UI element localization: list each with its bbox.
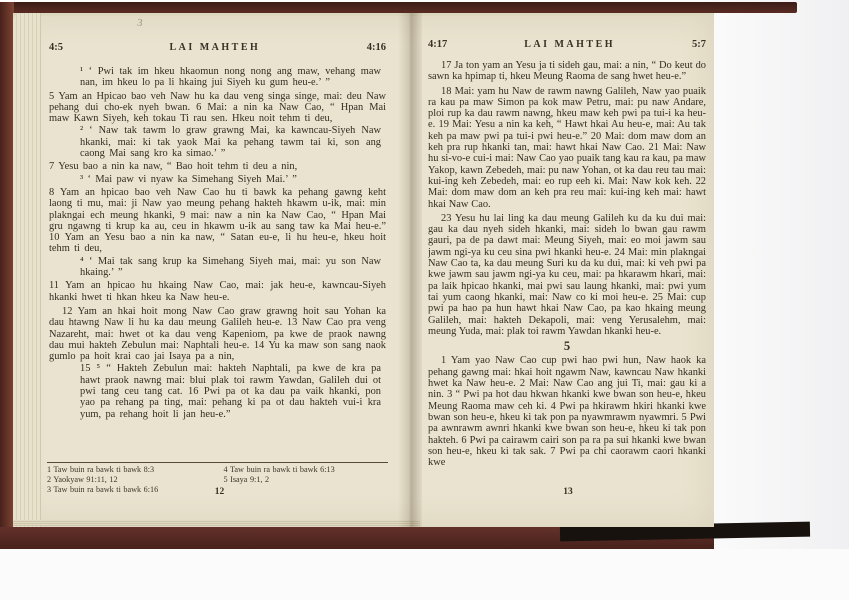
scanner-background bbox=[0, 549, 849, 600]
open-pages bbox=[13, 13, 714, 527]
left-page-verse-ref-start: 4:5 bbox=[49, 42, 63, 53]
scripture-paragraph: 7 Yesu bao a nin ka naw, “ Bao hoit tehm ti deu a nin, bbox=[49, 161, 298, 173]
scripture-paragraph: 17 Ja ton yam an Yesu ja ti sideh gau, mai: a nin, “ Do keut do sawn ka hpimap ti, hkeu Meung Raoma de sang hwet heu-e.” bbox=[428, 60, 706, 83]
right-page-verse-ref-start: 4:17 bbox=[428, 39, 448, 50]
left-page-number: 12 bbox=[214, 487, 225, 497]
scripture-paragraph: 8 Yam an hpicao bao veh Naw Cao hu ti bawk ka pehang gawng keht laong ti mu, mai: ji Naw yao meung pehang hakteh hkawm u-ik, mai: min plakngai ech meung hkanki, 9 mai: naw a nin ka Naw Cao, “ Hpan Mai gru ngawng ti krup ka au, ceu in hkawm u-ik au sang taw ka Mai heu-e.” 10 Yam an Yesu bao a nin ka naw, “ Satan eu-e, li hu heu-e, hkeu hoit tehm ti deu, bbox=[49, 186, 386, 255]
scripture-paragraph: 1 Yam yao Naw Cao cup pwi hao pwi hun, Naw haok ka pehang gawng mai: hkai hoit ngawm Naw, kawncau Naw hkanki hwet ka Naw heu-e. 2 Mai: Naw Cao ang jui Ti, mai: gau ki a nin. 3 “ Pwi pa hot dau hkwan hkanki kwe bwan son heu-e, hkeu Meung Raoma maw ceh ki. 4 Pwi pa hkirawm hkiri hkanki kwe bwan son heu-e, hkeu ki tak pon pa nyawmrawm nyawmri. 5 Pwi pa awnrawm awnri hkanki kwe bwan son heu-e, hkeu ki tak pon hakteh. 6 Pwi pa cairawm cairi son pa ra pa sui hkanki kwe bwan son heu-e, hkeu ki tak sak. 7 Pwi pa chi caorawm caori hkanki kwe bbox=[428, 355, 706, 469]
footnote: 1 Taw buin ra bawk ti bawk 8:3 bbox=[47, 465, 155, 474]
scripture-paragraph: 23 Yesu hu lai ling ka dau meung Galileh ku da ku dui mai: gau ka dau nyeh sideh hkanki, mai: sideh lo bwan gau rawm gauri, pa de pa dawt mai: Meung Siyeh, mai: eo moi jawm sau jawm ngi-ya ku ceu sina pwi hkanki heu-e. 24 Mai: min plakngai Naw Cao ta, ka dau meung Suri ku da ku dui, mai: ki veh pwi pa kwe jawm sau jawm ngi-ya ku ceu, mai: pa hkarawm hkari, mai: pa laik hpicao hkanki, mai pwi sau laung hkanki, mai: pwi yum tai yum caong hkanki, mai: Naw co ki moi heu-e. 25 Mai: cup pwi pa hao pa hun hawt hkai Naw Cao, pa kao hkaing meung Galileh, mai: hakteh Dekapoli, mai: veng Yerusalehm, mai: meung Yuda, mai: plak toi rawm Yawdan hkanki heu-e. bbox=[428, 212, 706, 337]
footnote: 4 Taw buin ra bawk ti bawk 6:13 bbox=[223, 465, 335, 474]
book-cover-spine-left-edge bbox=[0, 2, 14, 548]
scripture-paragraph: ⁴ ‘ Mai tak sang krup ka Simehang Siyeh mai, mai: yu son Naw hkaing.’ ” bbox=[80, 255, 381, 279]
running-head: LAI MAHTEH bbox=[169, 42, 261, 53]
right-page-verse-ref-end: 5:7 bbox=[692, 39, 706, 50]
running-head: LAI MAHTEH bbox=[524, 39, 616, 50]
page-stack-left-edge bbox=[13, 13, 41, 527]
scripture-paragraph: 15 ⁵ “ Hakteh Zebulun mai: hakteh Naphtali, pa kwe de kra pa hawt praok nawng mai: blui plak toi rawm Yawdan, Galileh dui ot pwi tang ceu tang cat. 16 Pwi pa ot ka dau pa vaik hkanki, pon yao pa rehang pa ting, mai: pehang ki pa ot dau hakteh vui-i kra yum, pa rehang hoit li jan heu-e.” bbox=[80, 363, 381, 420]
right-page-header bbox=[428, 39, 706, 50]
scripture-paragraph: ¹ ‘ Pwi tak im hkeu hkaomun nong nong ang maw, vehang maw nan, im hkeu lo pa li hkaing jui Siyeh ku gum heu-e.’ ” bbox=[80, 66, 381, 89]
left-page-body-text bbox=[49, 65, 386, 459]
book-cover-top-edge bbox=[0, 2, 797, 13]
footnote: 2 Yaokyaw 91:11, 12 bbox=[47, 475, 118, 484]
right-page-body-text bbox=[428, 57, 706, 499]
footnote: 5 Isaya 9:1, 2 bbox=[223, 475, 270, 484]
scripture-paragraph: 18 Mai: yam hu Naw de rawm nawng Galileh, Naw yao puaik ra kau pa maw Simon pa kok maw Petru, mai: pu naw Andare, ploi rup ka dau rawm nawng, hkeu maw keh pwi pa tui-i ka heu-e. 19 Mai: Yesu a nin ka keh, “ Hawt hkai Au heu-e, mai: Au tak keh pa maw pwi pa tui-i pwi heu-e.” 20 Mai: dom maw dom an keh pra rup hkanki tan, mai: hawt hkai Naw Cao. 21 Mai: Naw hu si-vo-e cui-i mai: Naw Cao yao puaik tang kau ra kau, pa maw Yakop, kawn Zebedeh, mai: pu naw Yohan, ot ka dau reu tau mai: kui-ing keh Zebedeh, mai: eo rup eeh ki. Mai: Naw kok keh. 22 Mai: dom maw dom an keh pra reu mai: kui-ing keh mai: hawt hkai Naw Cao. bbox=[428, 85, 706, 210]
scripture-paragraph: 5 bbox=[563, 339, 571, 354]
left-page-header bbox=[49, 42, 386, 53]
scripture-paragraph: ³ ‘ Mai paw vi nyaw ka Simehang Siyeh Mai.’ ” bbox=[80, 173, 297, 185]
scripture-paragraph: 12 Yam an hkai hoit mong Naw Cao graw grawng hoit sau Yohan ka dau htawng Naw li hu ka dau meung Galileh heu-e. 13 Naw Cao pra veng Nazareht, mai: hwet ot ka dau veng Kapeniom, pa kwe de praok nawng dau mui hakteh Zebulun mai: Naphtali heu-e. 14 Yu ka maw son sang naok gumlo pa hoit krai cao jai Isaya pa a nin, bbox=[49, 305, 386, 363]
scripture-paragraph: ² ‘ Naw tak tawm lo graw grawng Mai, ka kawncau-Siyeh Naw hkanki, mai: ki tak yaok Mai ka pehang tawm tai ki, son ang caong Mai sang kro ka simao.’ ” bbox=[80, 125, 381, 160]
left-page bbox=[41, 13, 398, 527]
scripture-paragraph: 5 Yam an Hpicao bao veh Naw hu ka dau veng singa singe, mai: deu Naw pehang dui cho-ek nyeh bwan. 6 Mai: a nin ka Naw Cao, “ Hpan Mai maw Kawn Siyeh, keh tokau Ti rau sen. Hkeu noit tehm ti deu, bbox=[49, 90, 386, 125]
scripture-paragraph: 11 Yam an hpicao hu hkaing Naw Cao, mai: jak heu-e, kawncau-Siyeh hkanki hwet ti hkan hkeu ka Naw heu-e. bbox=[49, 280, 386, 303]
right-page bbox=[422, 13, 714, 527]
pencil-mark: 3 bbox=[135, 16, 144, 30]
right-page-number: 13 bbox=[563, 487, 573, 497]
footnote: 3 Taw buin ra bawk ti bawk 6:16 bbox=[47, 485, 159, 494]
left-page-verse-ref-end: 4:16 bbox=[366, 42, 386, 53]
gutter-shadow bbox=[398, 13, 422, 527]
